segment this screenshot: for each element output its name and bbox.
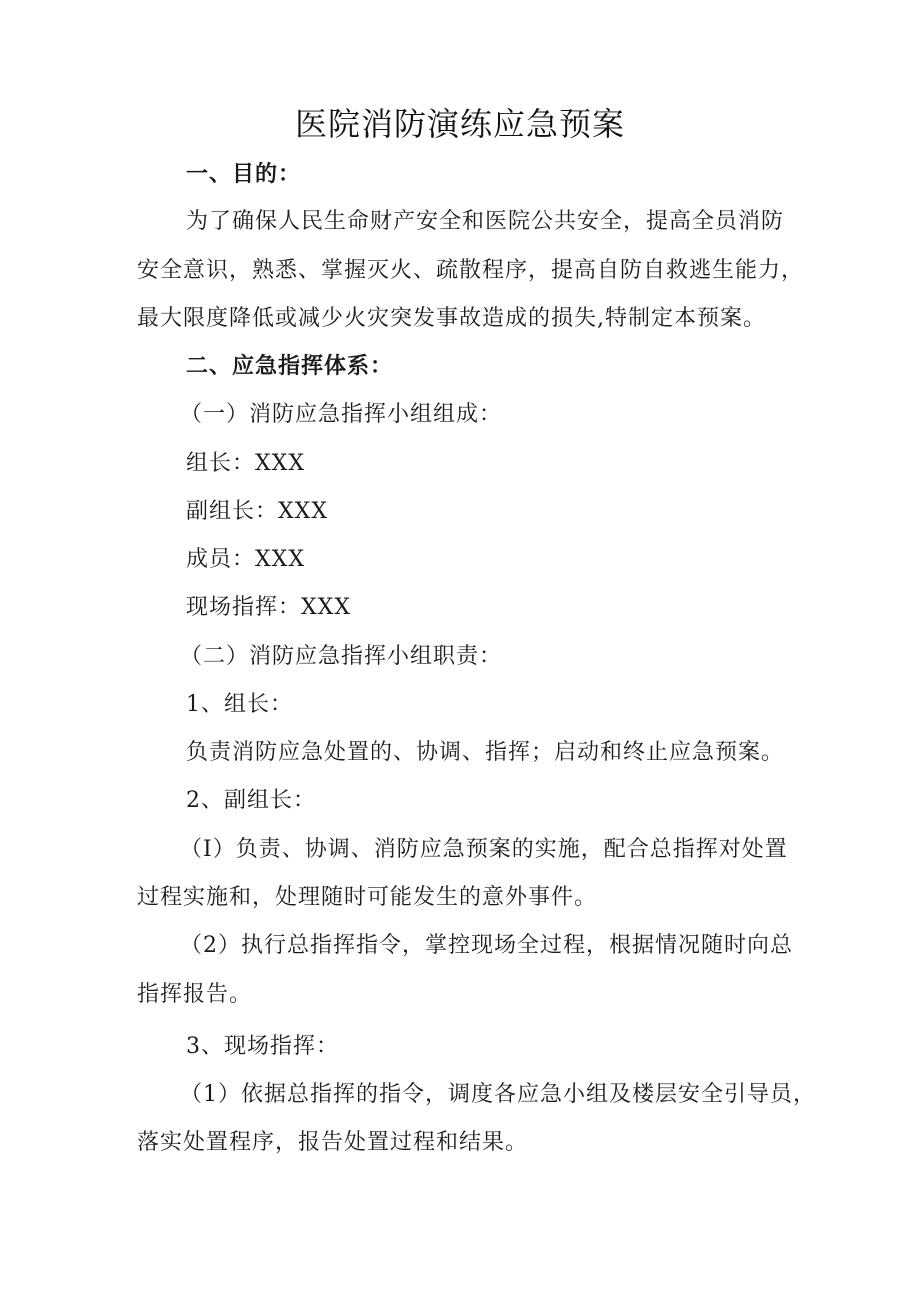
paragraph-line: 负责消防应急处置的、协调、指挥；启动和终止应急预案。: [186, 740, 785, 765]
paragraph-line: 指挥报告。: [137, 982, 253, 1007]
roster-line: 组长：XXX: [186, 451, 305, 476]
paragraph-line: （2）执行总指挥指令，掌控现场全过程，根据情况随时向总: [180, 933, 793, 958]
paragraph-line: 过程实施和，处理随时可能发生的意外事件。: [137, 885, 598, 910]
paragraph-line: 安全意识，熟悉、掌握灭火、疏散程序，提高自防自救逃生能力，: [137, 258, 805, 283]
roster-line: 现场指挥：XXX: [186, 595, 351, 620]
document-title: 医院消防演练应急预案: [294, 105, 625, 143]
subsection-heading: （二）消防应急指挥小组职责：: [180, 644, 503, 669]
duty-heading: 1、组长：: [186, 692, 293, 717]
paragraph-line: 最大限度降低或减少火灾突发事故造成的损失,特制定本预案。: [137, 306, 766, 331]
section-heading-command: 二、应急指挥体系：: [186, 354, 394, 379]
paragraph-line: （I）负责、协调、消防应急预案的实施，配合总指挥对处置: [180, 837, 788, 862]
subsection-heading: （一）消防应急指挥小组组成：: [180, 402, 503, 427]
paragraph-line: （1）依据总指挥的指令，调度各应急小组及楼层安全引导员，: [180, 1082, 816, 1107]
duty-heading: 2、副组长：: [186, 788, 316, 813]
roster-line: 副组长：XXX: [186, 499, 328, 524]
roster-line: 成员：XXX: [186, 547, 305, 572]
paragraph-line: 为了确保人民生命财产安全和医院公共安全，提高全员消防: [186, 209, 785, 234]
duty-heading: 3、现场指挥：: [186, 1034, 339, 1059]
section-heading-purpose: 一、目的：: [186, 162, 302, 187]
paragraph-line: 落实处置程序，报告处置过程和结果。: [137, 1130, 529, 1155]
